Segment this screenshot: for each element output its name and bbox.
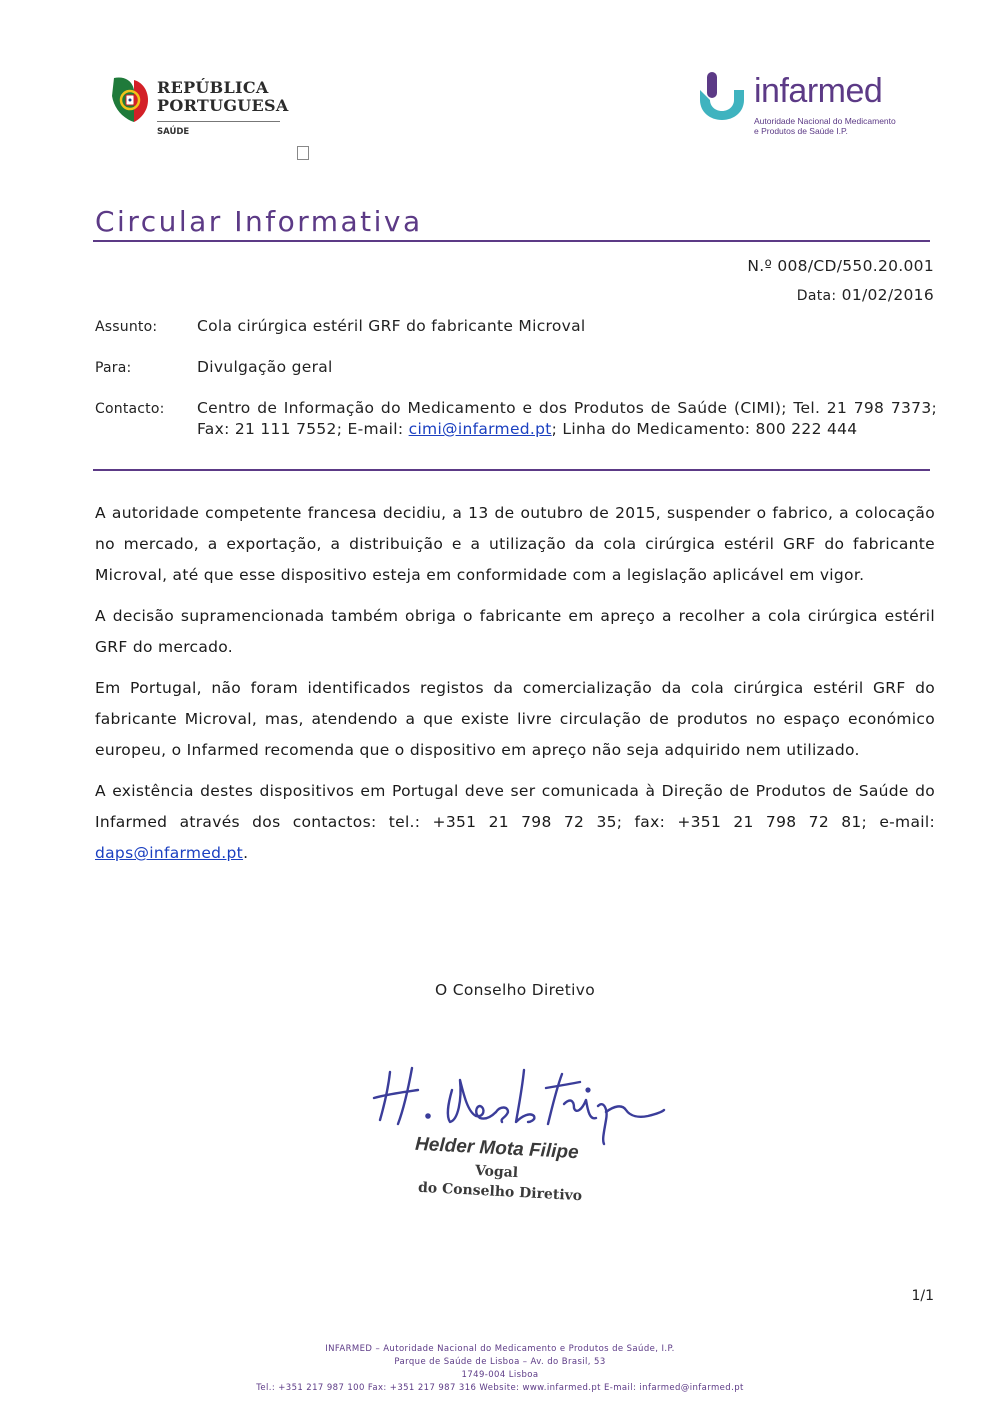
page-number: 1/1 xyxy=(911,1288,934,1304)
date-row xyxy=(797,286,934,304)
signatory-role: Vogal xyxy=(474,1162,519,1182)
paragraph-4 xyxy=(95,776,935,869)
daps-email-link[interactable]: daps@infarmed.pt xyxy=(95,844,244,862)
body-text xyxy=(95,498,935,879)
footer-line-4: Tel.: +351 217 987 100 Fax: +351 217 987 316 Website: www.infarmed.pt E-mail: infarmed@infarmed.pt xyxy=(256,1383,744,1393)
paragraph-2: A decisão supramencionada também obriga o fabricante em apreço a recolher a cola cirúrgica estéril GRF do mercado. xyxy=(95,607,935,656)
infarmed-subtitle-2: e Produtos de Saúde I.P. xyxy=(754,126,848,136)
paragraph-4-text: A existência destes dispositivos em Portugal deve ser comunicada à Direção de Produtos de Saúde do Infarmed através dos contactos: tel.: +351 21 798 72 35; fax: +351 21 798 72 81; e-mail: xyxy=(95,782,935,831)
republica-ministry: SAÚDE xyxy=(157,127,190,137)
para-value: Divulgação geral xyxy=(197,358,333,376)
paragraph-3: Em Portugal, não foram identificados registos da comercialização da cola cirúrgica estéril GRF do fabricante Microval, mas, atendendo a que existe livre circulação de produtos no espaço económico europeu, o Infarmed recomenda que o dispositivo em apreço não seja adquirido nem utilizado. xyxy=(95,679,935,759)
contacto-text-tail: ; Linha do Medicamento: 800 222 444 xyxy=(551,420,858,438)
republica-portuguesa-emblem xyxy=(110,76,150,124)
cimi-email-link[interactable]: cimi@infarmed.pt xyxy=(408,420,552,438)
paragraph-1: A autoridade competente francesa decidiu, a 13 de outubro de 2015, suspender o fabrico, a colocação no mercado, a exportação, a distribuição e a utilização da cola cirúrgica estéril GRF do fabricante Microval, até que esse dispositivo esteja em conformidade com a legislação aplicável em vigor. xyxy=(95,504,935,584)
signatory-name: Helder Mota Filipe xyxy=(414,1133,580,1164)
para-label: Para: xyxy=(95,360,132,376)
date-label: Data: xyxy=(796,288,837,304)
footer-line-3: 1749-004 Lisboa xyxy=(461,1370,539,1380)
title-rule xyxy=(93,240,930,242)
republica-line1: REPÚBLICA xyxy=(157,78,269,97)
handwritten-signature xyxy=(368,1060,668,1150)
infarmed-subtitle-1: Autoridade Nacional do Medicamento xyxy=(754,116,896,126)
header-bottom-rule xyxy=(93,469,930,471)
footer-line-2: Parque de Saúde de Lisboa – Av. do Brasil, 53 xyxy=(394,1357,606,1367)
contacto-label: Contacto: xyxy=(95,401,165,417)
signoff: O Conselho Diretivo xyxy=(435,981,595,999)
assunto-value: Cola cirúrgica estéril GRF do fabricante Microval xyxy=(197,317,586,335)
infarmed-logo-icon xyxy=(698,72,746,122)
assunto-label: Assunto: xyxy=(95,319,158,335)
document-title: Circular Informativa xyxy=(95,205,423,238)
infarmed-wordmark: infarmed xyxy=(754,72,883,110)
contacto-value xyxy=(197,398,937,440)
reference-number: N.º 008/CD/550.20.001 xyxy=(747,257,934,275)
footer-line-1: INFARMED – Autoridade Nacional do Medicamento e Produtos de Saúde, I.P. xyxy=(325,1344,675,1354)
contacto-text: Centro de Informação do Medicamento e dos Produtos de Saúde (CIMI); Tel. 21 798 7373; Fax: 21 111 7552; E-mail: xyxy=(197,399,937,438)
missing-glyph-box xyxy=(297,146,309,160)
republica-divider xyxy=(157,121,280,122)
republica-line2: PORTUGUESA xyxy=(157,96,289,115)
date-value: 01/02/2016 xyxy=(841,286,934,304)
signatory-body: do Conselho Diretivo xyxy=(417,1179,583,1205)
paragraph-4-end: . xyxy=(243,844,249,862)
